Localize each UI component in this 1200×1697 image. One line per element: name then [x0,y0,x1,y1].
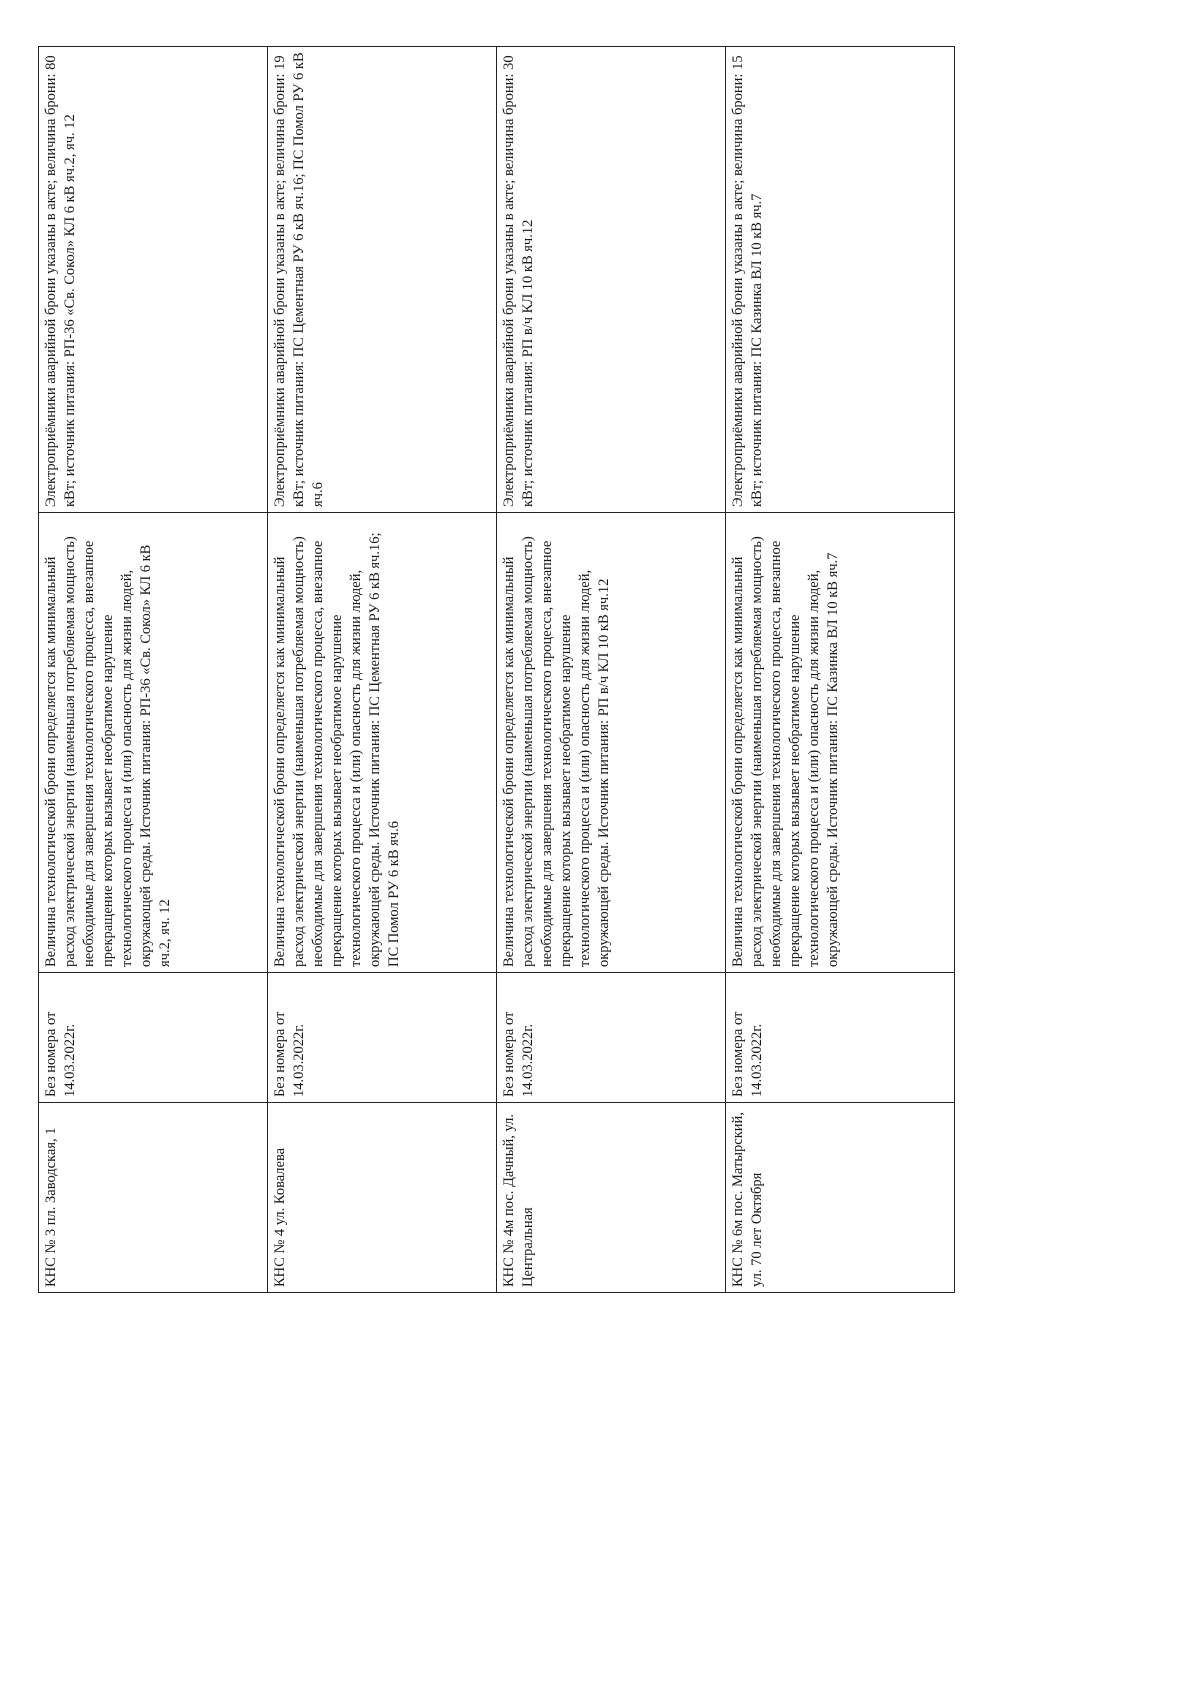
rotated-page-content [38,47,957,1293]
emergency-reserve-cell: Электроприёмники аварийной брони указаны в акте; величина брони: 30 кВт; источник питания: РП в/ч КЛ 10 кВ яч.12 [497,47,726,513]
tech-reserve-cell: Величина технологической брони определяется как минимальный расход электрической энергии (наименьшая потребляемая мощность) необходимые для завершения технологического процесса, внезапное прекращение которых вызывает необратимое нарушение технологического процесса и (или) опасность для жизни людей, окружающей среды. Источник питания: ПС Цементная РУ 6 кВ яч.16; ПС Помол РУ 6 кВ яч.6 [268,513,497,973]
table-row [726,47,955,1293]
tech-reserve-cell: Величина технологической брони определяется как минимальный расход электрической энергии (наименьшая потребляемая мощность) необходимые для завершения технологического процесса, внезапное прекращение которых вызывает необратимое нарушение технологического процесса и (или) опасность для жизни людей, окружающей среды. Источник питания: РП-36 «Св. Сокол» КЛ 6 кВ яч.2, яч. 12 [39,513,268,973]
table-row [268,47,497,1293]
emergency-reserve-cell: Электроприёмники аварийной брони указаны в акте; величина брони: 19 кВт; источник питания: ПС Цементная РУ 6 кВ яч.16; ПС Помол РУ 6 кВ яч.6 [268,47,497,513]
reserve-table [38,46,955,1293]
table-row [39,47,268,1293]
object-cell: КНС № 3 пл. Заводская, 1 [39,1103,268,1293]
act-cell: Без номера от 14.03.2022г. [497,973,726,1103]
object-cell: КНС № 4 ул. Ковалева [268,1103,497,1293]
act-cell: Без номера от 14.03.2022г. [268,973,497,1103]
emergency-reserve-cell: Электроприёмники аварийной брони указаны в акте; величина брони: 15 кВт; источник питания: ПС Казинка ВЛ 10 кВ яч.7 [726,47,955,513]
act-cell: Без номера от 14.03.2022г. [726,973,955,1103]
object-cell: КНС № 4м пос. Дачный, ул. Центральная [497,1103,726,1293]
tech-reserve-cell: Величина технологической брони определяется как минимальный расход электрической энергии (наименьшая потребляемая мощность) необходимые для завершения технологического процесса, внезапное прекращение которых вызывает необратимое нарушение технологического процесса и (или) опасность для жизни людей, окружающей среды. Источник питания: РП в/ч КЛ 10 кВ яч.12 [497,513,726,973]
emergency-reserve-cell: Электроприёмники аварийной брони указаны в акте; величина брони: 80 кВт; источник питания: РП-36 «Св. Сокол» КЛ 6 кВ яч.2, яч. 12 [39,47,268,513]
act-cell: Без номера от 14.03.2022г. [39,973,268,1103]
tech-reserve-cell: Величина технологической брони определяется как минимальный расход электрической энергии (наименьшая потребляемая мощность) необходимые для завершения технологического процесса, внезапное прекращение которых вызывает необратимое нарушение технологического процесса и (или) опасность для жизни людей, окружающей среды. Источник питания: ПС Казинка ВЛ 10 кВ яч.7 [726,513,955,973]
object-cell: КНС № 6м пос. Матырский, ул. 70 лет Октября [726,1103,955,1293]
table-row [497,47,726,1293]
